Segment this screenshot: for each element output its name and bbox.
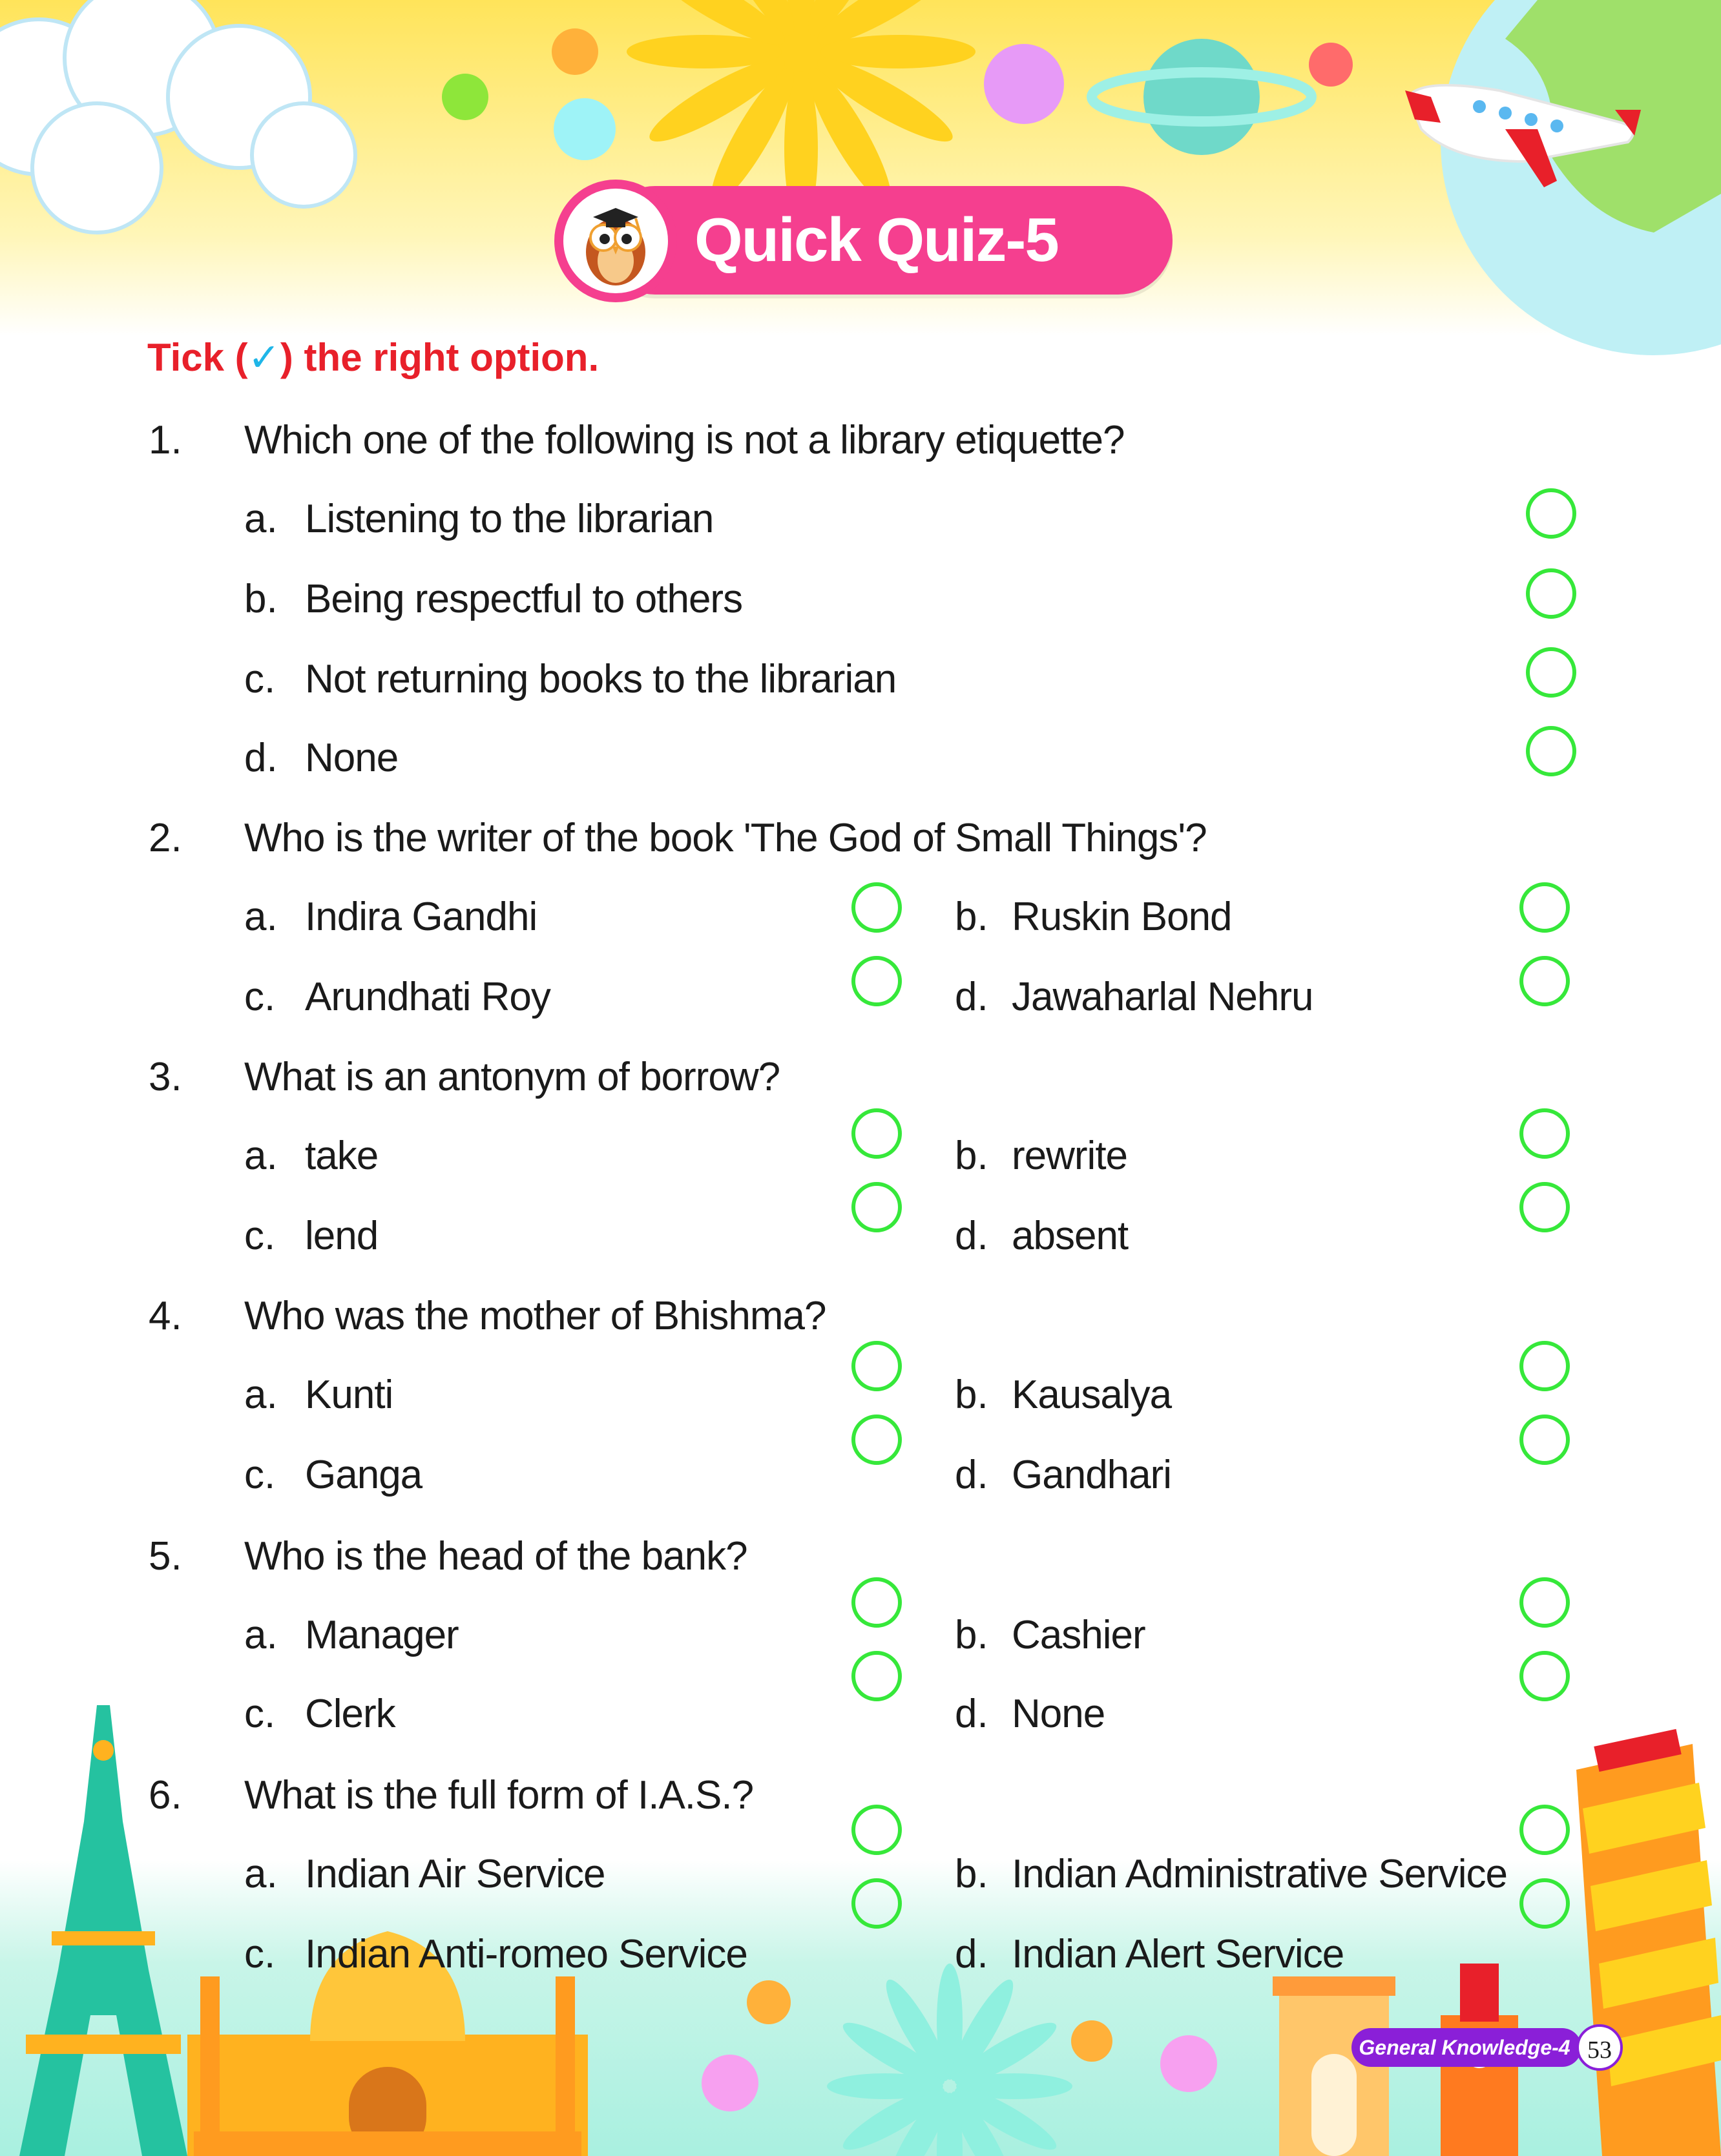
question-number: 1. (149, 418, 182, 462)
option-letter: d. (955, 1692, 988, 1736)
answer-circle[interactable] (851, 956, 902, 1006)
option-text: Ruskin Bond (1012, 895, 1232, 939)
owl-mascot-icon (554, 180, 677, 302)
option-text: Kausalya (1012, 1373, 1172, 1417)
option-text: Clerk (305, 1692, 395, 1736)
answer-circle[interactable] (851, 1341, 902, 1391)
option-letter: a. (244, 1373, 278, 1417)
question-text: Who is the head of the bank? (244, 1534, 747, 1579)
answer-circle[interactable] (851, 1415, 902, 1465)
book-title: General Knowledge-4 (1359, 2036, 1570, 2059)
answer-circle[interactable] (851, 1182, 902, 1232)
answer-circle[interactable] (1519, 956, 1570, 1006)
option-letter: c. (244, 1214, 276, 1258)
question-text: What is the full form of I.A.S.? (244, 1773, 754, 1818)
option-text: Indian Administrative Service (1012, 1852, 1508, 1896)
option-letter: b. (244, 577, 278, 621)
option-letter: c. (244, 1932, 276, 1976)
option-text: lend (305, 1214, 379, 1258)
answer-circle[interactable] (1519, 1108, 1570, 1159)
option-letter: d. (955, 1214, 988, 1258)
answer-circle[interactable] (851, 1878, 902, 1929)
option-letter: a. (244, 497, 278, 541)
instruction-text: Tick (✓) the right option. (147, 336, 600, 379)
answer-circle[interactable] (1519, 1651, 1570, 1701)
answer-circle[interactable] (851, 882, 902, 933)
option-letter: b. (955, 1134, 988, 1178)
option-letter: a. (244, 1852, 278, 1896)
question-number: 2. (149, 816, 182, 860)
option-text: Indira Gandhi (305, 895, 537, 939)
question-number: 6. (149, 1773, 182, 1818)
option-text: take (305, 1134, 379, 1178)
option-text: Indian Alert Service (1012, 1932, 1344, 1976)
option-text: Being respectful to others (305, 577, 743, 621)
question-number: 3. (149, 1055, 182, 1099)
option-text: Listening to the librarian (305, 497, 714, 541)
option-letter: b. (955, 1373, 988, 1417)
answer-circle[interactable] (851, 1805, 902, 1855)
option-text: Kunti (305, 1373, 393, 1417)
question-number: 5. (149, 1534, 182, 1579)
option-text: None (305, 736, 399, 780)
answer-circle[interactable] (1519, 1577, 1570, 1628)
answer-circle[interactable] (1519, 1805, 1570, 1855)
answer-circle[interactable] (1519, 1182, 1570, 1232)
option-letter: d. (955, 975, 988, 1019)
option-letter: c. (244, 657, 276, 701)
answer-circle[interactable] (1526, 568, 1576, 619)
answer-circle[interactable] (1526, 726, 1576, 776)
answer-circle[interactable] (851, 1577, 902, 1628)
answer-circle[interactable] (851, 1651, 902, 1701)
answer-circle[interactable] (1526, 647, 1576, 698)
answer-circle[interactable] (1519, 1415, 1570, 1465)
answer-circle[interactable] (1519, 1878, 1570, 1929)
answer-circle[interactable] (1526, 488, 1576, 539)
option-text: Indian Air Service (305, 1852, 605, 1896)
option-text: Not returning books to the librarian (305, 657, 897, 701)
option-letter: a. (244, 895, 278, 939)
question-text: Who was the mother of Bhishma? (244, 1294, 826, 1338)
answer-circle[interactable] (1519, 1341, 1570, 1391)
option-letter: d. (955, 1932, 988, 1976)
page-title: Quick Quiz-5 (694, 205, 1058, 275)
question-text: Who is the writer of the book 'The God of Small Things'? (244, 816, 1207, 860)
option-text: Arundhati Roy (305, 975, 550, 1019)
option-letter: a. (244, 1613, 278, 1657)
option-text: Manager (305, 1613, 459, 1657)
option-letter: c. (244, 1453, 276, 1497)
option-letter: d. (955, 1453, 988, 1497)
option-letter: b. (955, 895, 988, 939)
option-text: Ganga (305, 1453, 422, 1497)
option-letter: c. (244, 975, 276, 1019)
question-number: 4. (149, 1294, 182, 1338)
option-letter: a. (244, 1134, 278, 1178)
option-text: rewrite (1012, 1134, 1128, 1178)
question-text: What is an antonym of borrow? (244, 1055, 780, 1099)
question-text: Which one of the following is not a library etiquette? (244, 418, 1125, 462)
option-letter: b. (955, 1613, 988, 1657)
page-number: 53 (1576, 2024, 1623, 2071)
option-text: absent (1012, 1214, 1129, 1258)
option-text: Indian Anti-romeo Service (305, 1932, 747, 1976)
option-text: Gandhari (1012, 1453, 1172, 1497)
answer-circle[interactable] (851, 1108, 902, 1159)
option-text: Jawaharlal Nehru (1012, 975, 1313, 1019)
option-letter: b. (955, 1852, 988, 1896)
option-letter: d. (244, 736, 278, 780)
option-text: Cashier (1012, 1613, 1145, 1657)
option-text: None (1012, 1692, 1105, 1736)
option-letter: c. (244, 1692, 276, 1736)
answer-circle[interactable] (1519, 882, 1570, 933)
tick-icon: ✓ (247, 336, 280, 379)
